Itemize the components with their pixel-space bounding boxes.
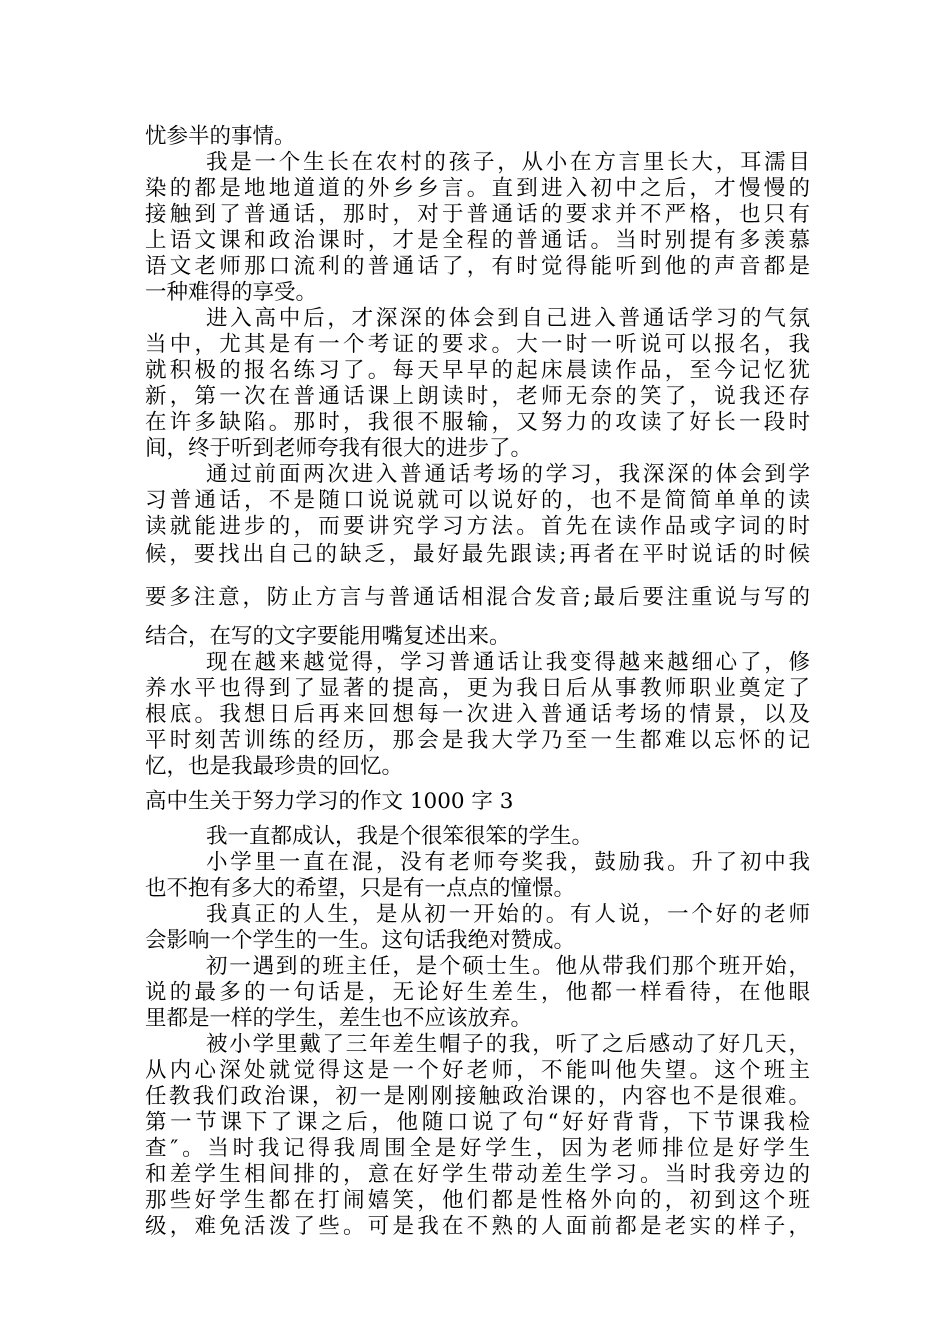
text-line: 习普通话，不是随口说说就可以说好的，也不是简简单单的读 [145, 488, 810, 513]
text-line: 级，难免活泼了些。可是我在不熟的人面前都是老实的样子， [145, 1214, 810, 1239]
text-line: 平时刻苦训练的经历，那会是我大学乃至一生都难以忘怀的记 [145, 728, 810, 753]
text-line: 候，要找出自己的缺乏，最好最先跟读;再者在平时说话的时候 [145, 542, 810, 567]
text-line: 任教我们政治课，初一是刚刚接触政治课的，内容也不是很难。 [145, 1084, 810, 1109]
text-line: 在许多缺陷。那时，我很不服输，又努力的攻读了好长一段时 [145, 410, 810, 435]
text-line: 养水平也得到了显著的提高，更为我日后从事教师职业奠定了 [145, 676, 810, 701]
text-line: 现在越来越觉得，学习普通话让我变得越来越细心了，修 [206, 650, 810, 675]
text-line: 初一遇到的班主任，是个硕士生。他从带我们那个班开始， [206, 954, 810, 979]
text-line: 里都是一样的学生，差生也不应该放弃。 [145, 1006, 533, 1031]
text-line: 接触到了普通话，那时，对于普通话的要求并不严格，也只有 [145, 202, 810, 227]
text-line: 当中，尤其是有一个考证的要求。大一时一听说可以报名，我 [145, 332, 810, 357]
text-line: 说的最多的一句话是，无论好生差生，他都一样看待，在他眼 [145, 980, 810, 1005]
text-line: 根底。我想日后再来回想每一次进入普通话考场的情景，以及 [145, 702, 810, 727]
text-line: 忆，也是我最珍贵的回忆。 [145, 754, 404, 779]
text-line: 我真正的人生，是从初一开始的。有人说，一个好的老师 [206, 902, 810, 927]
text-line: 一种难得的享受。 [145, 280, 318, 305]
text-line: 就积极的报名练习了。每天早早的起床晨读作品，至今记忆犹 [145, 358, 810, 383]
text-line: 新，第一次在普通话课上朗读时，老师无奈的笑了，说我还存 [145, 384, 810, 409]
section-heading: 高中生关于努力学习的作文 1000 字 3 [145, 789, 514, 814]
text-line: 染的都是地地道道的外乡乡言。直到进入初中之后，才慢慢的 [145, 176, 810, 201]
text-line: 被小学里戴了三年差生帽子的我，听了之后感动了好几天， [206, 1032, 810, 1057]
text-line: 结合，在写的文字要能用嘴复述出来。 [145, 624, 511, 649]
text-line: 上语文课和政治课时，才是全程的普通话。当时别提有多羡慕 [145, 228, 810, 253]
text-line: 会影响一个学生的一生。这句话我绝对赞成。 [145, 928, 576, 953]
text-line: 通过前面两次进入普通话考场的学习，我深深的体会到学 [206, 462, 810, 487]
text-line: 进入高中后，才深深的体会到自己进入普通话学习的气氛 [206, 306, 810, 331]
text-line: 我一直都成认，我是个很笨很笨的学生。 [206, 824, 594, 849]
text-line: 我是一个生长在农村的孩子，从小在方言里长大，耳濡目 [206, 150, 810, 175]
text-line: 那些好学生都在打闹嬉笑，他们都是性格外向的，初到这个班 [145, 1188, 810, 1213]
text-line: 读就能进步的，而要讲究学习方法。首先在读作品或字词的时 [145, 514, 810, 539]
text-line: 查″。当时我记得我周围全是好学生，因为老师排位是好学生 [145, 1136, 810, 1161]
text-line: 小学里一直在混，没有老师夸奖我，鼓励我。升了初中我 [206, 850, 810, 875]
text-line: 忧参半的事情。 [145, 124, 296, 149]
text-line: 从内心深处就觉得这是一个好老师，不能叫他失望。这个班主 [145, 1058, 810, 1083]
text-line: 也不抱有多大的希望，只是有一点点的憧憬。 [145, 876, 576, 901]
text-line: 第一节课下了课之后，他随口说了句“好好背背，下节课我检 [145, 1110, 810, 1135]
text-line: 语文老师那口流利的普通话了，有时觉得能听到他的声音都是 [145, 254, 810, 279]
text-line: 和差学生相间排的，意在好学生带动差生学习。当时我旁边的 [145, 1162, 810, 1187]
text-line: 要多注意，防止方言与普通话相混合发音;最后要注重说与写的 [145, 585, 810, 610]
text-line: 间，终于听到老师夸我有很大的进步了。 [145, 436, 533, 461]
